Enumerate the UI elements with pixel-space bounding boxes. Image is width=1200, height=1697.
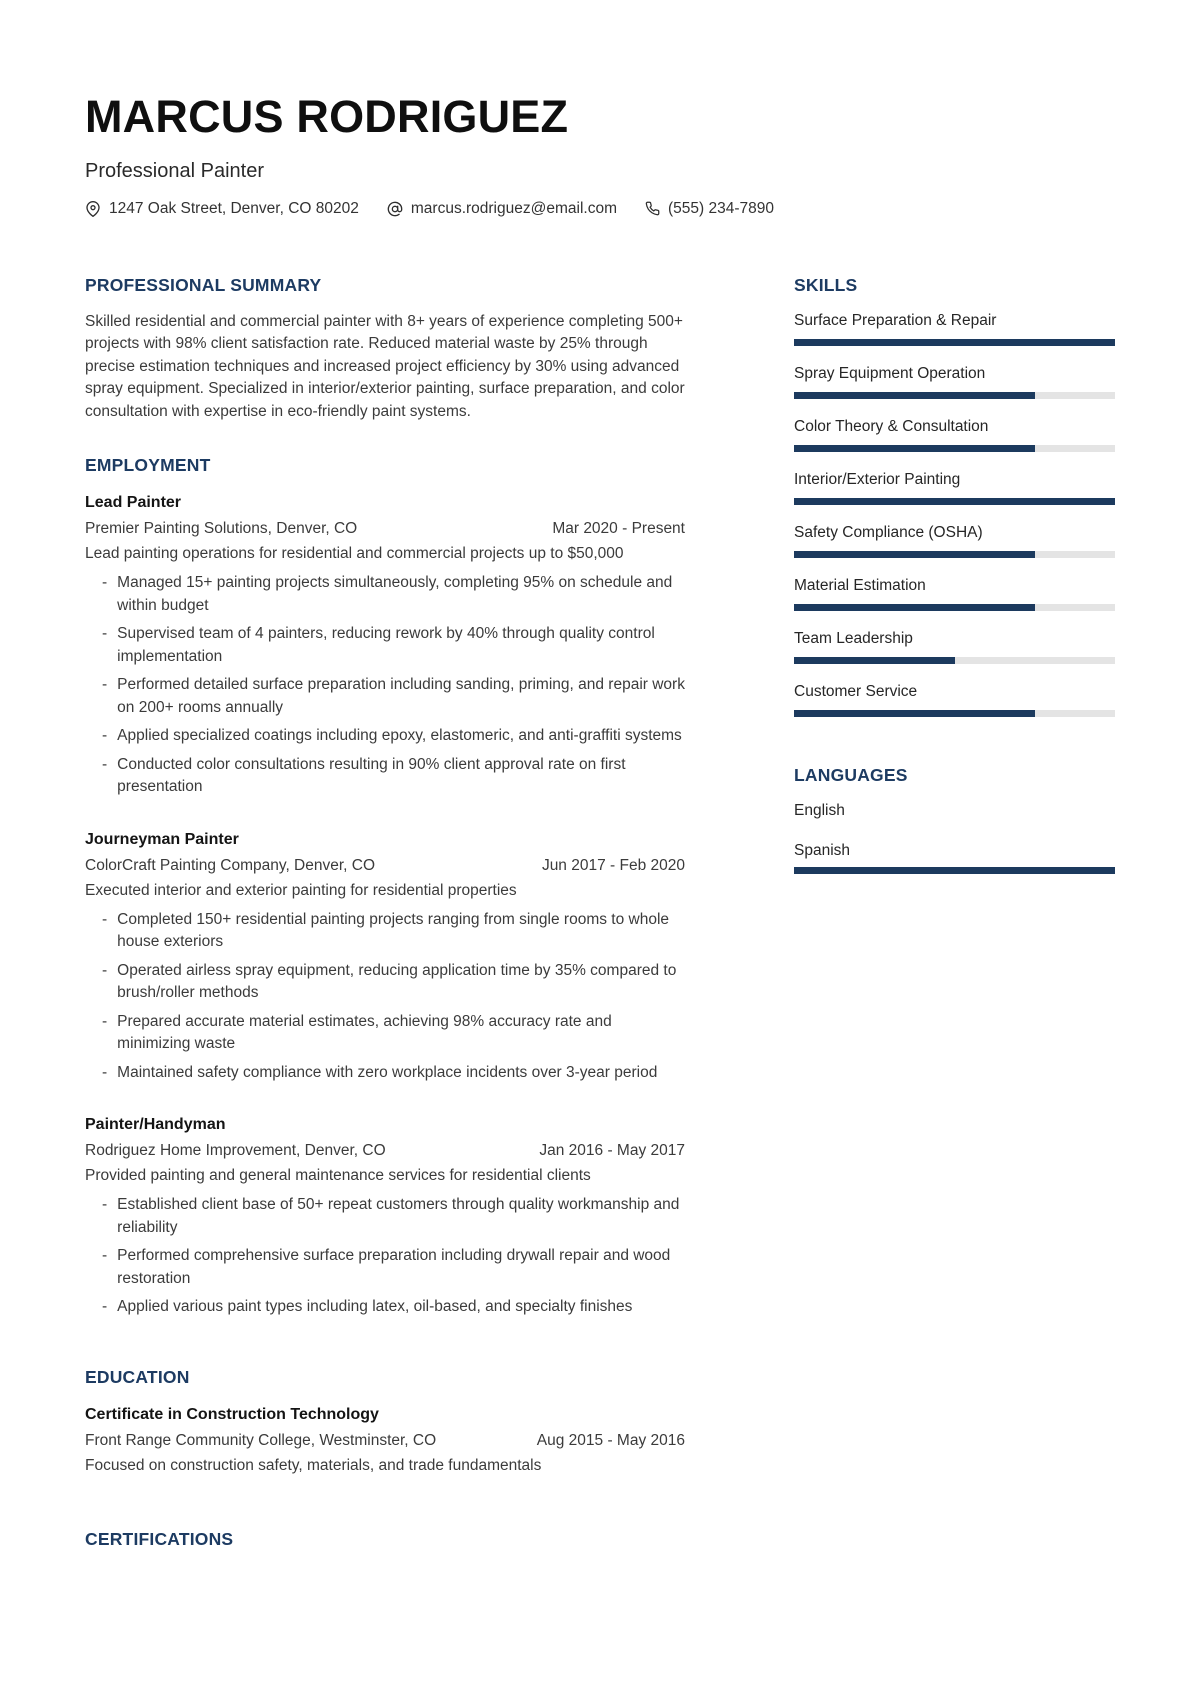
bullet-item bbox=[85, 572, 685, 617]
bullet-text: Prepared accurate material estimates, achieving 98% accuracy rate and minimizing waste bbox=[117, 1012, 612, 1053]
contact-row bbox=[85, 199, 1115, 219]
education-entry bbox=[85, 1403, 685, 1477]
job-entry bbox=[85, 1113, 685, 1319]
skill-item bbox=[794, 364, 1115, 399]
job-title: Lead Painter bbox=[85, 494, 182, 512]
bullet-item bbox=[85, 674, 685, 719]
skill-item bbox=[794, 417, 1115, 452]
bullet-dash: - bbox=[102, 625, 108, 643]
skill-item bbox=[794, 576, 1115, 611]
bullet-text: Supervised team of 4 painters, reducing rework by 40% through quality control implementation bbox=[117, 625, 655, 665]
skill-item bbox=[794, 629, 1115, 664]
skill-bar-fill bbox=[794, 551, 1035, 558]
job-bullets bbox=[85, 909, 685, 1085]
bullet-item bbox=[85, 623, 685, 668]
skill-bar-track bbox=[794, 604, 1115, 611]
bullet-item bbox=[85, 725, 685, 748]
bullet-text: Managed 15+ painting projects simultaneously, completing 95% on schedule and within budget bbox=[117, 574, 673, 614]
education-heading: EDUCATION bbox=[85, 1366, 190, 1387]
skill-bar-track bbox=[794, 657, 1115, 664]
bullet-dash: - bbox=[102, 676, 108, 694]
skill-bar-fill bbox=[794, 710, 1035, 717]
content-columns bbox=[85, 275, 1115, 1565]
section-certifications bbox=[85, 1529, 685, 1550]
education-school: Front Range Community College, Westminster, CO bbox=[85, 1431, 437, 1449]
right-column bbox=[794, 275, 1115, 1565]
contact-phone-text: (555) 234-7890 bbox=[667, 199, 774, 217]
bullet-item bbox=[85, 1062, 685, 1085]
left-column bbox=[85, 275, 685, 1565]
bullet-dash: - bbox=[102, 1063, 108, 1081]
skill-bar-fill bbox=[794, 498, 1115, 505]
job-dates: Jan 2016 - May 2017 bbox=[539, 1142, 685, 1160]
bullet-dash: - bbox=[102, 961, 108, 979]
education-meta bbox=[85, 1430, 685, 1452]
bullet-item bbox=[85, 1011, 685, 1056]
skill-bar-track bbox=[794, 445, 1115, 452]
language-item bbox=[794, 841, 1115, 874]
skill-label: Color Theory & Consultation bbox=[794, 417, 989, 435]
bullet-text: Established client base of 50+ repeat customers through quality workmanship and reliability bbox=[117, 1196, 680, 1236]
bullet-item bbox=[85, 960, 685, 1005]
section-languages bbox=[794, 765, 1115, 874]
skill-bar-fill bbox=[794, 392, 1035, 399]
bullet-text: Applied specialized coatings including epoxy, elastomeric, and anti-graffiti systems bbox=[117, 727, 682, 745]
education-description: Focused on construction safety, materials, and trade fundamentals bbox=[85, 1456, 542, 1474]
skill-label: Customer Service bbox=[794, 682, 918, 700]
skills-list bbox=[794, 311, 1115, 717]
skill-label: Material Estimation bbox=[794, 576, 926, 594]
skill-label: Surface Preparation & Repair bbox=[794, 311, 997, 329]
skill-bar-track bbox=[794, 710, 1115, 717]
skill-label: Safety Compliance (OSHA) bbox=[794, 523, 983, 541]
skill-item bbox=[794, 682, 1115, 717]
bullet-dash: - bbox=[102, 574, 108, 592]
skill-label: Team Leadership bbox=[794, 629, 913, 647]
job-bullets bbox=[85, 572, 685, 799]
bullet-dash: - bbox=[102, 1196, 108, 1214]
contact-phone bbox=[645, 199, 774, 219]
skills-heading: SKILLS bbox=[794, 274, 858, 295]
contact-address bbox=[85, 199, 359, 219]
bullet-dash: - bbox=[102, 755, 108, 773]
bullet-item bbox=[85, 1296, 685, 1319]
bullet-text: Performed comprehensive surface preparation including drywall repair and wood restoration bbox=[117, 1247, 671, 1287]
at-sign-icon bbox=[387, 201, 403, 217]
language-label: Spanish bbox=[794, 841, 851, 859]
language-label: English bbox=[794, 801, 845, 819]
certifications-heading: CERTIFICATIONS bbox=[85, 1528, 234, 1549]
employment-heading: EMPLOYMENT bbox=[85, 455, 211, 476]
skill-bar-fill bbox=[794, 339, 1115, 346]
section-education bbox=[85, 1367, 685, 1477]
skill-label: Spray Equipment Operation bbox=[794, 364, 986, 382]
bullet-item bbox=[85, 1245, 685, 1290]
candidate-job-title: Professional Painter bbox=[85, 159, 264, 182]
skill-bar-track bbox=[794, 339, 1115, 346]
job-dates: Mar 2020 - Present bbox=[552, 520, 685, 538]
job-company: Premier Painting Solutions, Denver, CO bbox=[85, 520, 358, 538]
language-bar-track bbox=[794, 867, 1115, 874]
bullet-dash: - bbox=[102, 1247, 108, 1265]
bullet-item bbox=[85, 754, 685, 799]
section-skills bbox=[794, 275, 1115, 717]
job-entry bbox=[85, 491, 685, 799]
skill-bar-track bbox=[794, 498, 1115, 505]
section-employment bbox=[85, 455, 685, 1319]
bullet-item bbox=[85, 909, 685, 954]
skill-bar-track bbox=[794, 551, 1115, 558]
job-meta bbox=[85, 855, 685, 877]
contact-email-text: marcus.rodriguez@email.com bbox=[410, 199, 617, 217]
bullet-dash: - bbox=[102, 727, 108, 745]
skill-item bbox=[794, 523, 1115, 558]
bullet-item bbox=[85, 1194, 685, 1239]
skill-bar-fill bbox=[794, 657, 955, 664]
bullet-text: Operated airless spray equipment, reducing application time by 35% compared to brush/roller methods bbox=[117, 961, 677, 1002]
language-bar-fill bbox=[794, 867, 1115, 874]
job-description: Lead painting operations for residential and commercial projects up to $50,000 bbox=[85, 545, 624, 563]
bullet-dash: - bbox=[102, 910, 108, 928]
phone-icon bbox=[645, 201, 660, 216]
bullet-text: Applied various paint types including latex, oil-based, and specialty finishes bbox=[117, 1298, 633, 1316]
bullet-text: Maintained safety compliance with zero workplace incidents over 3-year period bbox=[117, 1063, 658, 1081]
skill-bar-fill bbox=[794, 445, 1035, 452]
skill-bar-fill bbox=[794, 604, 1035, 611]
job-dates: Jun 2017 - Feb 2020 bbox=[541, 856, 685, 874]
language-item bbox=[794, 801, 1115, 821]
contact-address-text: 1247 Oak Street, Denver, CO 80202 bbox=[109, 199, 359, 217]
job-description: Provided painting and general maintenance services for residential clients bbox=[85, 1167, 591, 1185]
job-entry bbox=[85, 828, 685, 1085]
summary-heading: PROFESSIONAL SUMMARY bbox=[85, 274, 322, 295]
section-professional-summary bbox=[85, 275, 685, 424]
education-dates: Aug 2015 - May 2016 bbox=[536, 1431, 685, 1449]
bullet-dash: - bbox=[102, 1298, 108, 1316]
job-title: Journeyman Painter bbox=[85, 830, 239, 848]
job-meta bbox=[85, 518, 685, 540]
job-bullets bbox=[85, 1194, 685, 1319]
skill-label: Interior/Exterior Painting bbox=[794, 470, 961, 488]
job-title: Painter/Handyman bbox=[85, 1116, 226, 1134]
jobs-list bbox=[85, 491, 685, 1319]
candidate-name: MARCUS RODRIGUEZ bbox=[85, 91, 569, 142]
bullet-dash: - bbox=[102, 1012, 108, 1030]
summary-text: Skilled residential and commercial painter with 8+ years of experience completing 500+ projects with 98% client satisfaction rate. Reduced material waste by 25% through precise estimation techniques and increased project efficiency by 30% using advanced spray equipment. Specialized in interior/exterior painting, surface preparation, and color consultation with expertise in eco-friendly paint systems. bbox=[85, 312, 685, 420]
bullet-text: Conducted color consultations resulting in 90% client approval rate on first presentation bbox=[117, 755, 626, 796]
languages-list bbox=[794, 801, 1115, 874]
contact-email bbox=[387, 199, 617, 219]
job-meta bbox=[85, 1140, 685, 1162]
job-description: Executed interior and exterior painting for residential properties bbox=[85, 881, 517, 899]
education-degree: Certificate in Construction Technology bbox=[85, 1405, 379, 1423]
job-company: ColorCraft Painting Company, Denver, CO bbox=[85, 856, 376, 874]
job-company: Rodriguez Home Improvement, Denver, CO bbox=[85, 1142, 386, 1160]
bullet-text: Completed 150+ residential painting projects ranging from single rooms to whole house exteriors bbox=[117, 910, 670, 951]
skill-item bbox=[794, 311, 1115, 346]
map-pin-icon bbox=[85, 201, 101, 217]
bullet-text: Performed detailed surface preparation including sanding, priming, and repair work on 200+ rooms annually bbox=[117, 676, 685, 716]
languages-heading: LANGUAGES bbox=[794, 764, 908, 785]
skill-item bbox=[794, 470, 1115, 505]
skill-bar-track bbox=[794, 392, 1115, 399]
